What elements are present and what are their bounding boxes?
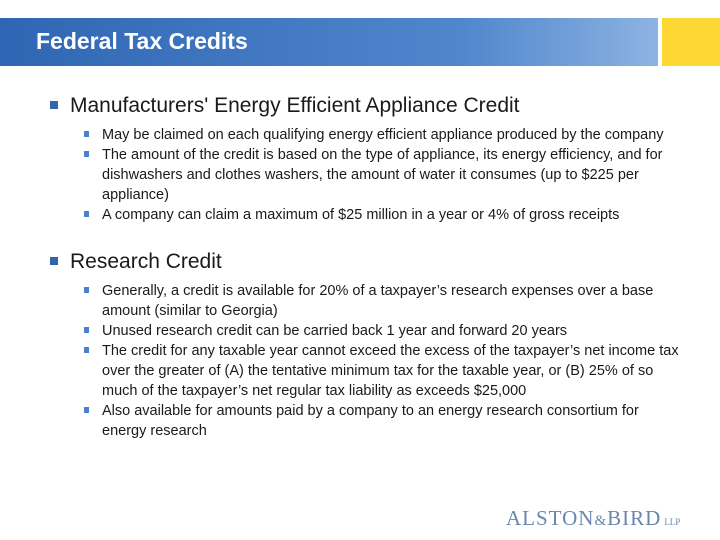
square-bullet-icon	[84, 327, 89, 333]
logo-part2: BIRD	[607, 506, 662, 530]
list-item-text: The credit for any taxable year cannot exceed the excess of the taxpayer’s net income tax over the greater of (A) the tentative minimum tax for the taxable year, or (B) 25% of so much of the taxpayer’s net regular tax liability as exceeds $25,000	[102, 343, 679, 399]
square-bullet-icon	[50, 101, 58, 109]
square-bullet-icon	[84, 151, 89, 157]
list-item	[70, 125, 680, 145]
list-item-text: Generally, a credit is available for 20% of a taxpayer’s research expenses over a base amount (similar to Georgia)	[102, 283, 654, 319]
list-item	[70, 145, 680, 205]
list-item-text: Also available for amounts paid by a company to an energy research consortium for energy research	[102, 403, 639, 439]
yellow-accent-block	[662, 18, 720, 66]
list-item	[70, 281, 680, 321]
list-item-text: Unused research credit can be carried back 1 year and forward 20 years	[102, 323, 568, 339]
logo-ampersand: &	[594, 513, 608, 529]
list-item	[70, 341, 680, 401]
section-heading: Manufacturers' Energy Efficient Appliance Credit	[70, 94, 520, 117]
slide-title: Federal Tax Credits	[36, 28, 248, 54]
square-bullet-icon	[84, 347, 89, 353]
list-item	[70, 205, 680, 225]
square-bullet-icon	[50, 257, 58, 265]
list-item-text: May be claimed on each qualifying energy efficient appliance produced by the company	[102, 127, 664, 143]
bullet-list	[70, 281, 680, 441]
section-energy-credit	[50, 93, 680, 225]
list-item	[70, 321, 680, 341]
logo-suffix: LLP	[664, 517, 681, 527]
alston-bird-logo	[506, 506, 680, 531]
list-item-text: A company can claim a maximum of $25 million in a year or 4% of gross receipts	[102, 207, 620, 223]
title-bar	[0, 18, 658, 66]
section-research-credit	[50, 249, 680, 441]
bullet-list	[70, 125, 680, 225]
logo-part1: ALSTON	[506, 506, 595, 530]
square-bullet-icon	[84, 407, 89, 413]
slide-content	[50, 93, 680, 441]
list-item	[70, 401, 680, 441]
square-bullet-icon	[84, 131, 89, 137]
list-item-text: The amount of the credit is based on the type of appliance, its energy efficiency, and for dishwashers and clothes washers, the amount of water it consumes (up to $225 per appliance)	[102, 147, 663, 203]
square-bullet-icon	[84, 211, 89, 217]
square-bullet-icon	[84, 287, 89, 293]
section-heading: Research Credit	[70, 250, 222, 273]
